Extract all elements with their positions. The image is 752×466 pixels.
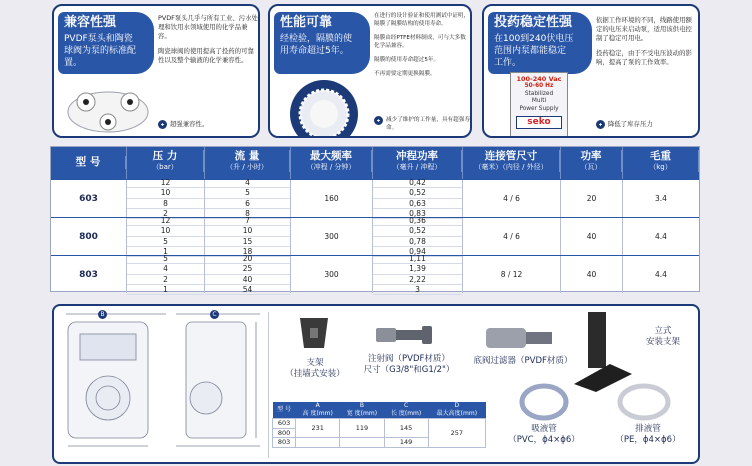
dimensions-header: 型 号 A 高 度(mm) B 宽 度(mm) C 长 度(mm) D 最大高度(mm) — [273, 402, 486, 419]
table-row — [51, 255, 699, 293]
header-weight: 毛重 （kg） — [623, 147, 699, 179]
card-title: 性能可靠 — [280, 15, 333, 30]
table-row: 603 231 119 145 257 — [273, 419, 486, 429]
card-bullet: 减少了维护的工作量，具有超强寿命。 — [386, 117, 470, 131]
table-row — [51, 217, 699, 255]
dimensions-table — [272, 402, 486, 448]
pump-technical-drawing — [56, 306, 266, 462]
diaphragm-image — [276, 74, 372, 138]
bracket-label: 支架 （挂墙式安装） — [285, 358, 345, 379]
power-cell: 40 — [561, 218, 623, 255]
seko-logo: seko — [516, 116, 562, 129]
spec-table — [50, 146, 700, 292]
discharge-pipe-label: 排液管 （PE，ϕ4×ϕ6） — [615, 424, 681, 445]
suction-pipe-label: 吸液管 （PVC，ϕ4×ϕ6） — [508, 424, 580, 445]
injection-valve-image — [372, 318, 436, 354]
card-body: PVDF泵头几乎与所有工业、污水处理和饮用水领域使用的化学品兼容。 陶瓷球阀的使用提高了投药的可靠性以及整个输液的化学兼容性。 — [158, 14, 258, 64]
card-ribbon — [58, 12, 154, 74]
foot-filter-label: 底阀过滤器（PVDF材质） — [473, 356, 573, 366]
pipe-cell: 4 / 6 — [463, 180, 561, 217]
card-title: 投药稳定性强 — [494, 15, 573, 30]
discharge-pipe-image — [614, 380, 674, 424]
header-model: 型 号 — [51, 147, 127, 179]
suction-pipe-image — [516, 380, 572, 424]
card-bullet: 降低了库存压力 — [608, 120, 653, 128]
pressure-cell: 12 10 8 2 — [127, 180, 205, 217]
plus-icon: ✚ — [158, 120, 167, 129]
dimension-marker-b: B — [98, 310, 107, 319]
stroke-cell: 0,36 0,52 0,78 0,94 — [373, 218, 463, 255]
card-bullet: 超强兼容性。 — [170, 120, 209, 128]
plus-icon: ✚ — [596, 120, 605, 129]
plus-icon: ✚ — [374, 116, 383, 125]
bracket-image — [294, 314, 334, 354]
frequency-cell: 300 — [291, 256, 373, 293]
injection-valve-label: 注射阀（PVDF材质） 尺寸（G3/8"和G1/2"） — [363, 354, 455, 375]
weight-cell: 4.4 — [655, 270, 667, 279]
pipe-cell: 8 / 12 — [463, 256, 561, 293]
feature-card-reliability — [268, 4, 472, 138]
stand-label: 立式 安装支架 — [645, 326, 680, 347]
card-ribbon — [488, 12, 592, 74]
header-power: 功率 （瓦） — [561, 147, 623, 179]
foot-filter-image — [482, 320, 562, 356]
frequency-cell: 300 — [291, 218, 373, 255]
flow-cell: 20 25 40 54 — [205, 256, 291, 293]
power-cell: 40 — [561, 256, 623, 293]
card-desc: PVDF泵头和陶瓷 球阀为泵的标准配 置。 — [64, 34, 137, 68]
pump-head-image — [60, 76, 156, 138]
model-cell: 800 — [51, 218, 127, 255]
pressure-cell: 12 10 5 1 — [127, 218, 205, 255]
flow-cell: 7 10 15 18 — [205, 218, 291, 255]
model-cell: 803 — [51, 256, 127, 293]
power-supply-label: 100-240 Vac 50-60 Hz Stabilized Multi Power Supply seko — [510, 72, 568, 138]
header-pipe: 连接管尺寸 （毫米）（内径 / 外径） — [463, 147, 561, 179]
weight-cell: 4.4 — [655, 232, 667, 241]
frequency-cell: 160 — [291, 180, 373, 217]
card-title: 兼容性强 — [64, 15, 117, 30]
power-cell: 20 — [561, 180, 623, 217]
header-stroke: 冲程功率 （毫升 / 冲程） — [373, 147, 463, 179]
card-body: 在进行的设计验证和使用测试中证明，隔膜了隔膜结构的使用寿命。 隔膜由经PTFE材料制成，可与大多数化学品兼容。 隔膜的使用寿命超过5年。 不再需要定期更换隔膜。 — [374, 13, 470, 77]
model-cell: 603 — [51, 180, 127, 217]
card-desc: 经检验，隔膜的使 用寿命超过5年。 — [280, 34, 353, 56]
feature-card-compatibility — [52, 4, 260, 138]
pipe-cell: 4 / 6 — [463, 218, 561, 255]
weight-cell: 3.4 — [655, 194, 667, 203]
table-row: 803 149 — [273, 438, 486, 448]
header-frequency: 最大频率 （冲程 / 分钟） — [291, 147, 373, 179]
table-row — [51, 179, 699, 217]
spec-table-header — [51, 147, 699, 179]
accessories-panel — [52, 304, 700, 464]
header-pressure: 压 力 （bar） — [127, 147, 205, 179]
card-ribbon — [274, 12, 370, 74]
feature-card-stability — [482, 4, 700, 138]
divider — [268, 312, 269, 458]
flow-cell: 4 5 6 8 — [205, 180, 291, 217]
card-desc: 在100到240伏电压 范围内泵都能稳定 工作。 — [494, 34, 574, 68]
table-row: 800 — [273, 428, 486, 438]
pressure-cell: 5 4 2 1 — [127, 256, 205, 293]
dimension-marker-c: C — [210, 310, 219, 319]
header-flow: 流 量 （升 / 小时） — [205, 147, 291, 179]
stroke-cell: 1,11 1,39 2,22 3 — [373, 256, 463, 293]
card-body: 依据工作环境的不同，线路使用额定的电压来启动泵，适用该供电控制了稳定可用电。 投药稳定，由于不受电压波动的影响，提高了泵的工作效率。 — [596, 16, 692, 66]
stroke-cell: 0,42 0,52 0,63 0,83 — [373, 180, 463, 217]
